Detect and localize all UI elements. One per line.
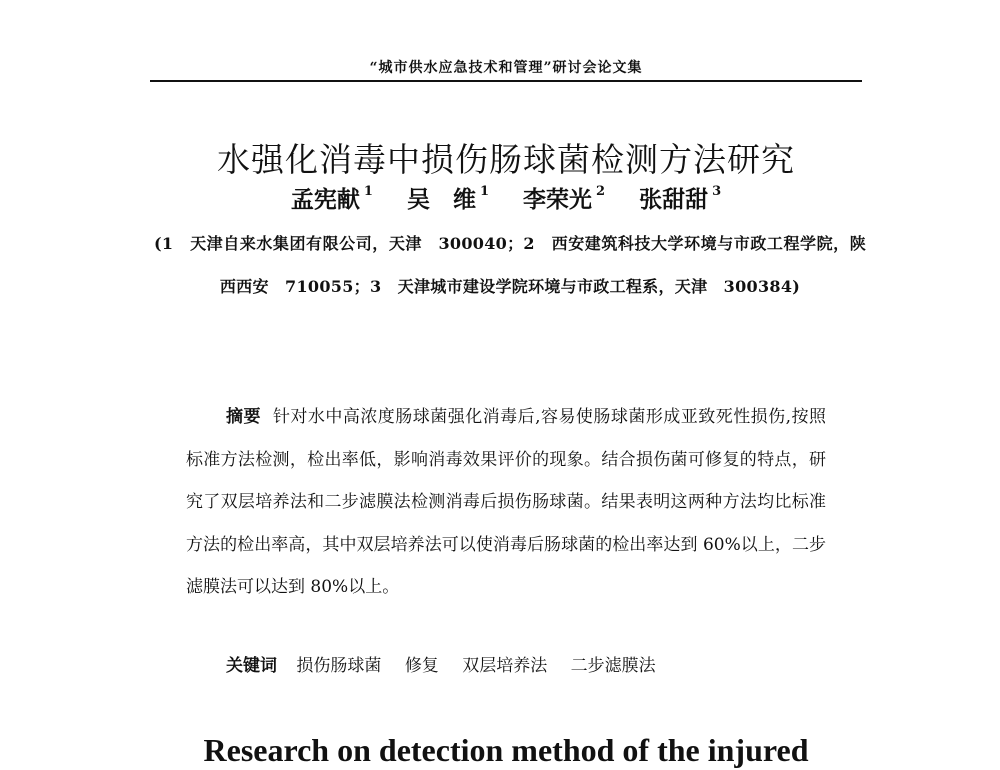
abstract <box>186 396 826 609</box>
author-name: 张甜甜 <box>639 186 709 213</box>
author <box>523 186 605 213</box>
author <box>291 186 373 213</box>
author-affiliation-mark: 1 <box>479 184 489 199</box>
keywords-label: 关键词 <box>226 656 277 676</box>
author-affiliation-mark: 2 <box>596 184 606 199</box>
author-name: 孟宪献 <box>290 186 360 213</box>
header-rule <box>150 80 862 82</box>
author <box>639 186 721 213</box>
author-affiliation-mark: 3 <box>712 184 722 199</box>
english-title: Research on detection method of the injured <box>203 732 809 768</box>
keyword: 双层培养法 <box>462 656 548 676</box>
keyword: 二步滤膜法 <box>570 656 656 676</box>
abstract-label: 摘要 <box>226 407 261 427</box>
keyword: 损伤肠球菌 <box>296 656 382 676</box>
keywords <box>226 650 826 682</box>
running-header: “城市供水应急技术和管理”研讨会论文集 <box>369 60 643 76</box>
author-name: 吴 维 <box>406 186 476 213</box>
paper-title: 水强化消毒中损伤肠球菌检测方法研究 <box>217 140 795 180</box>
author <box>407 186 489 213</box>
author-name: 李荣光 <box>523 186 592 213</box>
affiliations: (1 天津自来水集团有限公司，天津 300040；2 西安建筑科技大学环境与市政工程学院，陕西西安 710055；3 天津城市建设学院环境与市政工程系，天津 300384) <box>154 234 866 296</box>
keyword: 修复 <box>404 656 439 676</box>
author-list <box>150 172 862 220</box>
author-affiliation-mark: 1 <box>363 184 373 199</box>
abstract-text: 针对水中高浓度肠球菌强化消毒后,容易使肠球菌形成亚致死性损伤,按照标准方法检测，检出率低，影响消毒效果评价的现象。结合损伤菌可修复的特点，研究了双层培养法和二步滤膜法检测消毒后损伤肠球菌。结果表明这两种方法均比标准方法的检出率高，其中双层培养法可以使消毒后肠球菌的检出率达到 60%以上，二步滤膜法可以达到 80%以上。 <box>186 407 826 597</box>
